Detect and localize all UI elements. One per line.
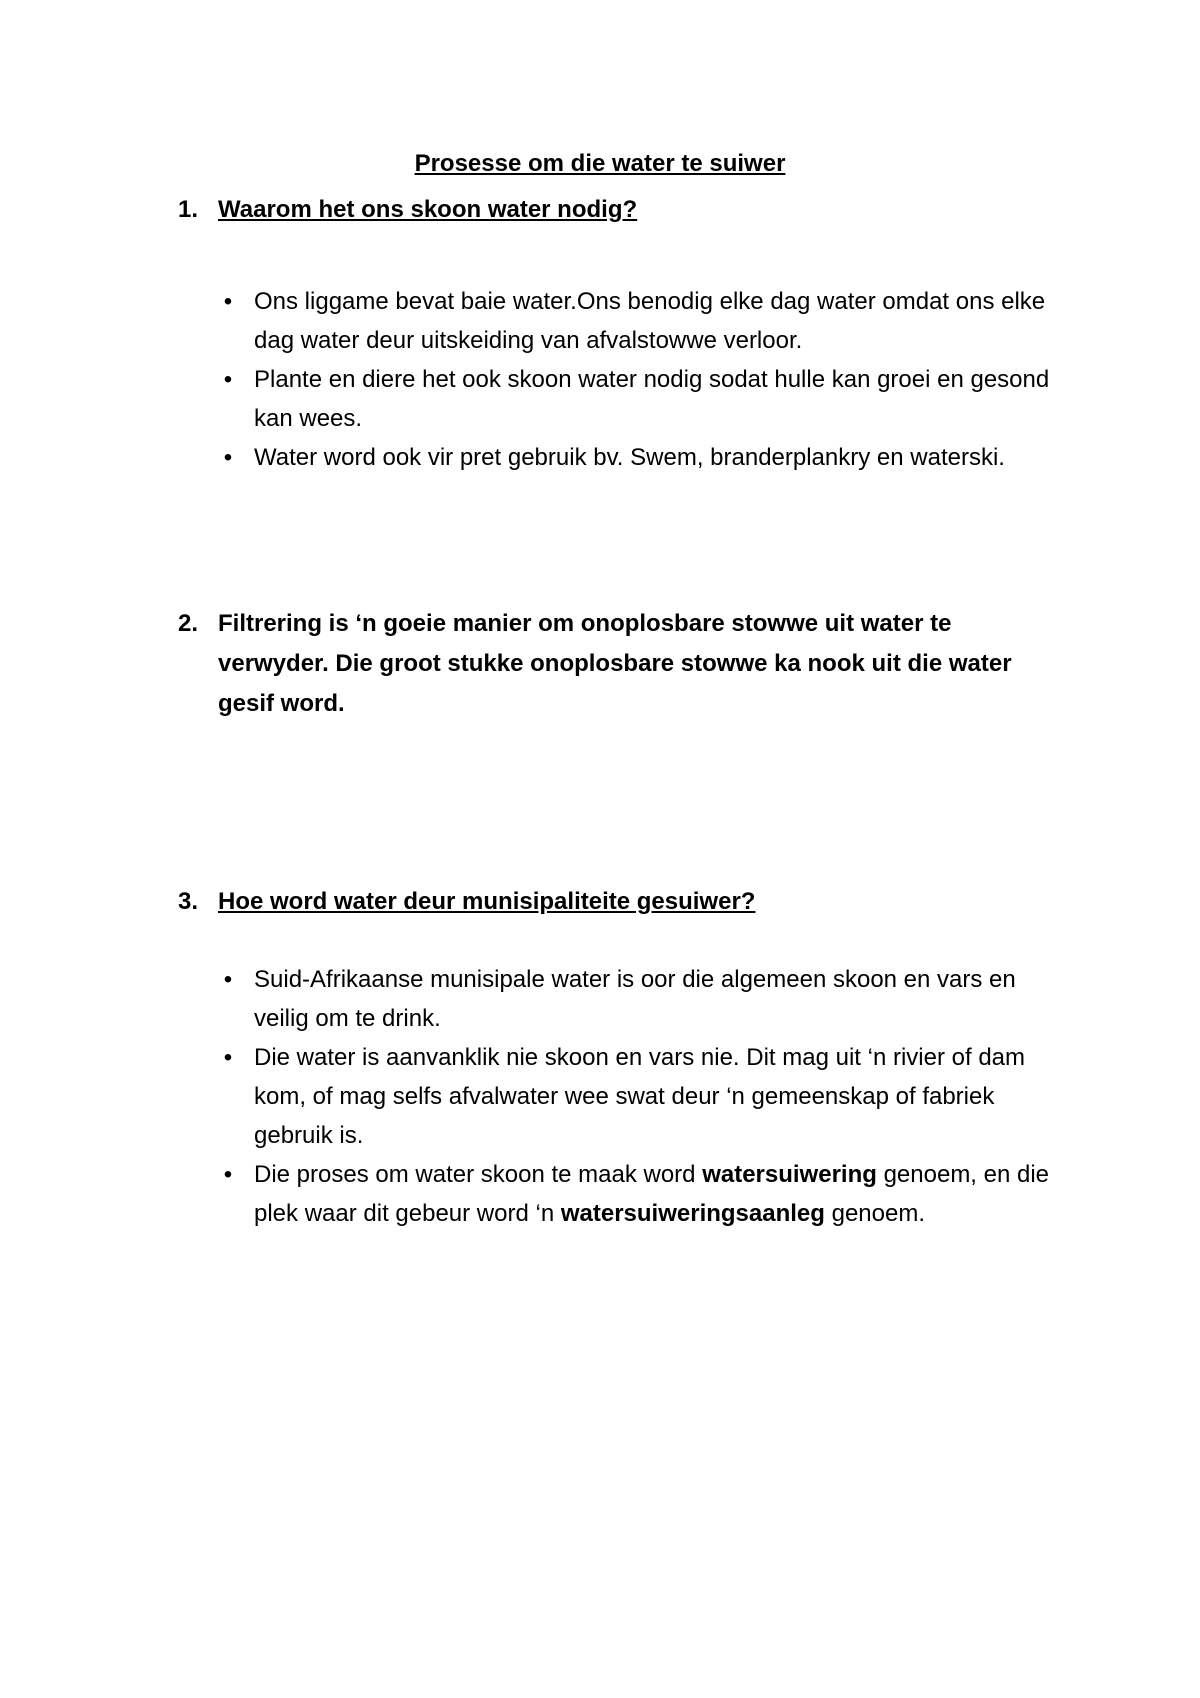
list-item-text: Die water is aanvanklik nie skoon en vars nie. Dit mag uit ‘n rivier of dam kom, of mag selfs afvalwater wee swat deur ‘n gemeenskap of fabriek gebruik is. bbox=[254, 1044, 1025, 1149]
bold-term-watersuiwering: watersuiwering bbox=[702, 1161, 877, 1188]
list-item-text: Water word ook vir pret gebruik bv. Swem, branderplankry en waterski. bbox=[254, 444, 1005, 471]
bullet-icon: • bbox=[223, 1161, 233, 1188]
section-number: 2. bbox=[178, 610, 199, 637]
bullet-icon: • bbox=[223, 288, 233, 315]
bullet-icon: • bbox=[223, 444, 233, 471]
section-2-heading bbox=[178, 604, 1058, 724]
bullet-icon: • bbox=[223, 966, 233, 993]
section-1-heading bbox=[178, 190, 1058, 230]
list-item bbox=[218, 438, 1068, 477]
bullet-icon: • bbox=[223, 366, 233, 393]
list-item bbox=[218, 282, 1068, 360]
list-item-text: Ons liggame bevat baie water.Ons benodig elke dag water omdat ons elke dag water deur uitskeiding van afvalstowwe verloor. bbox=[254, 288, 1046, 354]
list-item-text-part: genoem, en die plek waar dit gebeur word ‘n bbox=[254, 1161, 1050, 1227]
list-item bbox=[218, 960, 1068, 1038]
section-3-heading bbox=[178, 882, 1058, 922]
section-heading-text: Filtrering is ‘n goeie manier om onoplosbare stowwe uit water te verwyder. Die groot stukke onoplosbare stowwe ka nook uit die water gesif word. bbox=[218, 610, 1012, 717]
bullet-icon: • bbox=[223, 1044, 233, 1071]
list-item-text: Suid-Afrikaanse munisipale water is oor die algemeen skoon en vars en veilig om te drink. bbox=[254, 966, 1016, 1032]
section-1-bullet-list bbox=[218, 282, 1068, 477]
list-item bbox=[218, 360, 1068, 438]
list-item-text-part: genoem. bbox=[824, 1200, 926, 1227]
section-3-bullet-list bbox=[218, 960, 1068, 1233]
document-title: Prosesse om die water te suiwer bbox=[414, 150, 786, 177]
section-number: 3. bbox=[178, 888, 199, 915]
bold-term-watersuiweringsaanleg: watersuiweringsaanleg bbox=[560, 1200, 825, 1227]
list-item-text: Plante en diere het ook skoon water nodig sodat hulle kan groei en gesond kan wees. bbox=[254, 366, 1050, 432]
section-number: 1. bbox=[178, 196, 199, 223]
list-item bbox=[218, 1038, 1068, 1155]
section-heading-text: Hoe word water deur munisipaliteite gesuiwer? bbox=[218, 888, 756, 915]
list-item-text-part: Die proses om water skoon te maak word bbox=[254, 1161, 703, 1188]
list-item bbox=[218, 1155, 1068, 1233]
section-heading-text: Waarom het ons skoon water nodig? bbox=[218, 196, 638, 223]
